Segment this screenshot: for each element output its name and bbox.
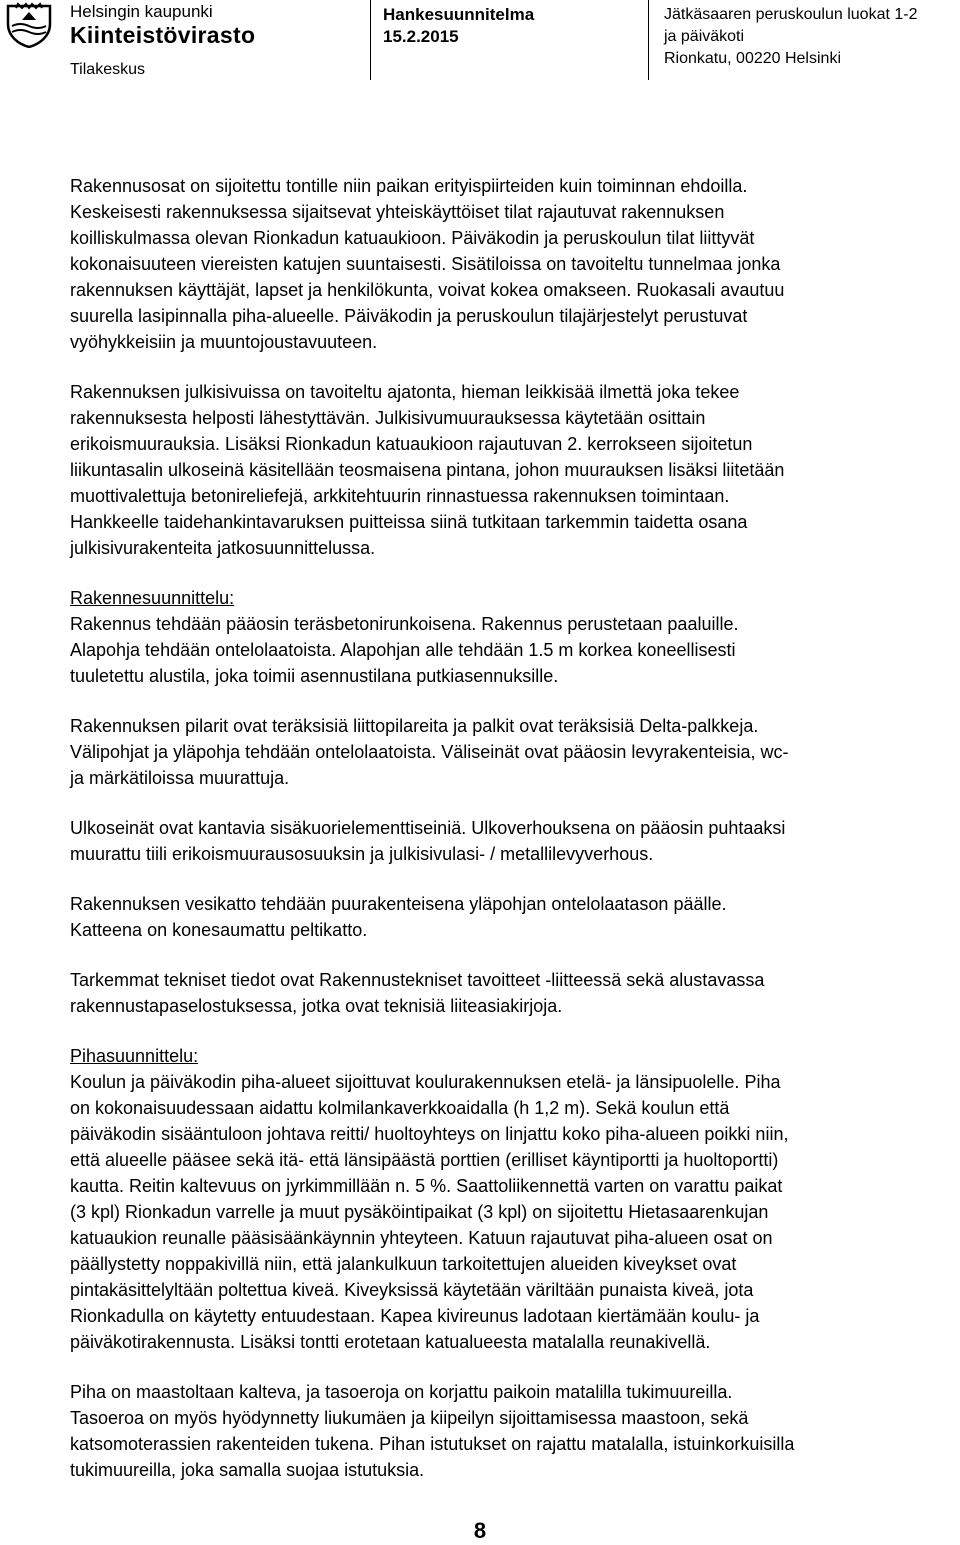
paragraph: Rakennuksen vesikatto tehdään puurakenteisena yläpohjan ontelolaatason päälle. Katteena on konesaumattu peltikatto. <box>70 894 727 940</box>
paragraph: Rakennuksen pilarit ovat teräksisiä liittopilareita ja palkit ovat teräksisiä Delta-palkkeja. Välipohjat ja yläpohja tehdään ontelolaatoista. Väliseinät ovat pääosin levyrakenteisia, wc- ja märkätiloissa muurattuja. <box>70 716 789 788</box>
document-title: Hankesuunnitelma <box>383 5 535 24</box>
paragraph: Koulun ja päiväkodin piha-alueet sijoittuvat koulurakennuksen etelä- ja länsipuolelle. Piha on kokonaisuudessaan aidattu kolmilankaverkkoaidalla (h 1,2 m). Sekä koulun että päiväkodin sisääntuloon johtava reitti/ huoltoyhteys on linjattu koko piha-alueen poikki niin, että alueelle pääsee sekä itä- että länsipäästä porttien (erilliset käyntiportti ja huoltoportti) kautta. Reitin kaltevuus on jyrkimmillään n. 5 %. Saattoliikennettä varten on varattu paikat (3 kpl) Rionkadun varrelle ja muut pysäköintipaikat (3 kpl) on sijoitettu Hietasaarenkujan katuaukion reunalle pääsisäänkäynnin yhteyteen. Katuun rajautuvat piha-alueen osat on päällystetty noppakivillä niin, että jalankulkuun tarkoitettujen alueiden kiveykset ovat pintakäsittelyltään poltettua kiveä. Kiveyksissä käytetään väriltään punaista kiveä, jota Rionkadulla on käytetty entuudestaan. Kapea kivireunus ladotaan kiertämään koulu- ja päiväkotirakennusta. Lisäksi tontti erotetaan katualueesta matalalla reunakivellä. <box>70 1072 789 1352</box>
page-header <box>0 0 960 90</box>
paragraph: Ulkoseinät ovat kantavia sisäkuorielementtiseiniä. Ulkoverhouksena on pääosin puhtaaksi muurattu tiili erikoismuurausosuuksin ja julkisivulasi- / metallilevyverhous. <box>70 818 786 864</box>
site-line: ja päiväkoti <box>664 28 745 45</box>
paragraph: Rakennusosat on sijoitettu tontille niin paikan erityispiirteiden kuin toiminnan ehdoilla. Keskeisesti rakennuksessa sijaitsevat yhteiskäyttöiset tilat rajautuvat rakennuksen koilliskulmassa olevan Rionkadun katuaukioon. Päiväkodin ja peruskoulun tilat liittyvät kokonaisuuteen viereisten katujen suuntaisesti. Sisätiloissa on tavoiteltu tunnelmaa jonka rakennuksen käyttäjät, lapset ja henkilökunta, voivat kokea omakseen. Ruokasali avautuu suurella lasipinnalla piha-alueelle. Päiväkodin ja peruskoulun tilajärjestelyt perustuvat vyöhykkeisiin ja muuntojoustavuuteen. <box>70 176 785 352</box>
department-name: Kiinteistövirasto <box>70 22 256 48</box>
header-divider <box>648 0 649 80</box>
document-body <box>70 173 930 1483</box>
paragraph: Piha on maastoltaan kalteva, ja tasoeroja on korjattu paikoin matalilla tukimuureilla. Tasoeroa on myös hyödynnetty liukumäen ja kiipeilyn sijoittamisessa maastoon, sekä katsomoterassien rakenteiden tukena. Pihan istutukset on rajattu matalalla, istuinkorkuisilla tukimuureilla, joka samalla suojaa istutuksia. <box>70 1382 795 1480</box>
section-heading: Rakennesuunnittelu: <box>70 588 235 608</box>
organization-block <box>70 2 360 80</box>
page-number: 8 <box>473 1518 487 1543</box>
site-line: Rionkatu, 00220 Helsinki <box>664 50 841 67</box>
document-info <box>383 4 638 48</box>
unit-name: Tilakeskus <box>70 61 145 78</box>
site-line: Jätkäsaaren peruskoulun luokat 1-2 <box>664 6 918 23</box>
paragraph: Rakennuksen julkisivuissa on tavoiteltu ajatonta, hieman leikkisää ilmettä joka tekee rakennuksesta helposti lähestyttävän. Julkisivumuurauksessa käytetään osittain erikoismuurauksia. Lisäksi Rionkadun katuaukioon rajautuvan 2. kerrokseen sijoitetun liikuntasalin ulkoseinä käsitellään teosmaisena pintana, johon muurauksen lisäksi liitetään muottivalettuja betonireliefejä, arkkitehtuurin rinnastuessa rakennuksen toimintaan. Hankkeelle taidehankintavaruksen puitteissa siinä tutkitaan tarkemmin taidetta osana julkisivurakenteita jatkosuunnittelussa. <box>70 382 785 558</box>
paragraph: Rakennus tehdään pääosin teräsbetonirunkoisena. Rakennus perustetaan paaluille. Alapohja tehdään ontelolaatoista. Alapohjan alle tehdään 1.5 m korkea koneellisesti tuuletettu alustila, joka toimii asennustilana putkiasennuksille. <box>70 614 739 686</box>
city-name: Helsingin kaupunki <box>70 2 213 21</box>
header-divider <box>370 0 371 80</box>
site-info <box>664 4 954 70</box>
section-heading: Pihasuunnittelu: <box>70 1046 199 1066</box>
document-date: 15.2.2015 <box>383 27 459 46</box>
paragraph: Tarkemmat tekniset tiedot ovat Rakennustekniset tavoitteet -liitteessä sekä alustavassa rakennustapaselostuksessa, jotka ovat teknisiä liiteasiakirjoja. <box>70 970 765 1016</box>
helsinki-crest-icon <box>2 2 56 48</box>
